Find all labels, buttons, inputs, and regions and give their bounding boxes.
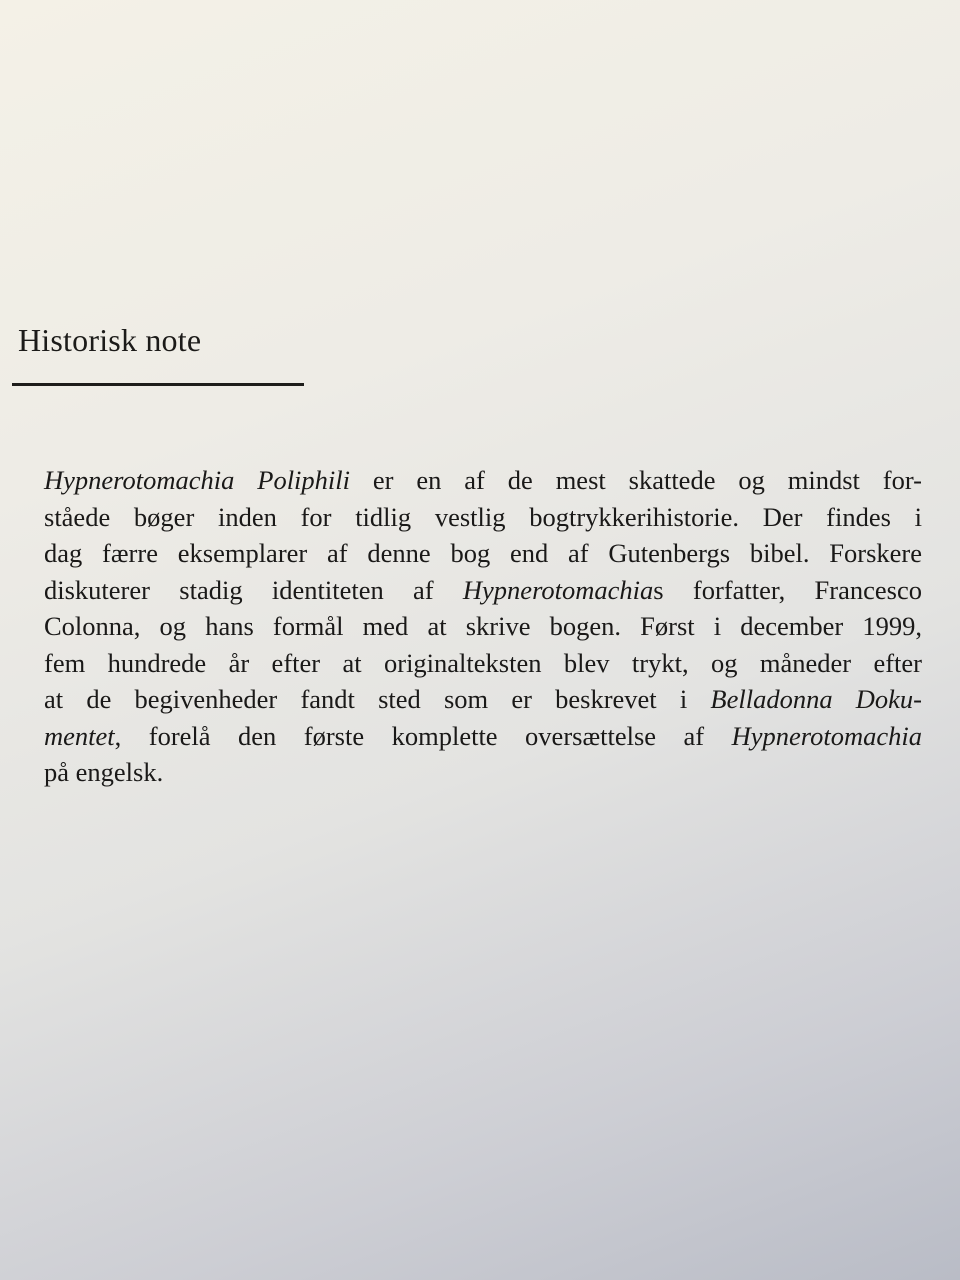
italic-text: Hypnerotomachia: [462, 574, 654, 605]
body-paragraph: [44, 462, 922, 791]
text-run: på engelsk.: [44, 757, 164, 787]
paragraph-line: [44, 462, 922, 499]
paragraph-line: [44, 608, 922, 645]
heading-underline: [12, 383, 304, 386]
italic-text: Hypnerotomachia Poliphili: [44, 465, 351, 495]
paragraph-line: [44, 645, 922, 682]
text-run: s forfatter, Francesco: [653, 574, 922, 605]
paragraph-line: [44, 718, 922, 755]
text-run: fem hundrede år efter at originalteksten blev trykt, og måneder efter: [44, 647, 922, 678]
section-heading: Historisk note: [18, 322, 202, 358]
paragraph-line: [44, 499, 922, 536]
paragraph-line: [44, 535, 922, 572]
text-run: Colonna, og hans formål med at skrive bogen. Først i december 1999,: [44, 611, 922, 641]
text-run: diskuterer stadig identiteten af: [44, 574, 463, 605]
text-run: dag færre eksemplarer af denne bog end af Gutenbergs bibel. Forskere: [44, 538, 922, 568]
text-run: at de begivenheder fandt sted som er beskrevet i: [44, 684, 711, 714]
italic-text: Hypnerotomachia: [731, 720, 922, 751]
text-run: ståede bøger inden for tidlig vestlig bogtrykkerihistorie. Der findes i: [44, 501, 922, 532]
italic-text: mentet: [44, 720, 115, 751]
text-run: er en af de mest skattede og mindst for-: [350, 465, 922, 495]
paragraph-line: [44, 754, 922, 791]
italic-text: Belladonna Doku-: [710, 684, 922, 714]
text-run: , forelå den første komplette oversættelse af: [114, 720, 732, 751]
paragraph-line: [44, 572, 922, 609]
paragraph-line: [44, 681, 922, 718]
